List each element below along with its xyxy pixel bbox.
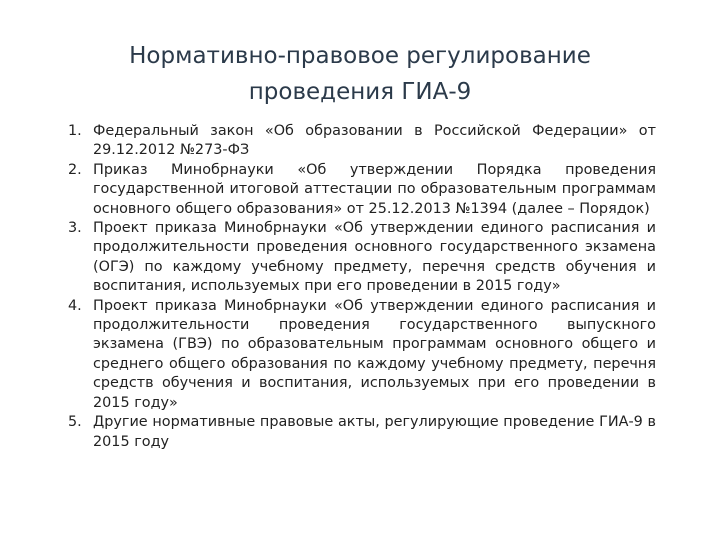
list-item-number: 5.	[68, 414, 82, 431]
list-item-number: 1.	[68, 123, 82, 139]
list-item-text: Проект приказа Минобрнауки «Об утверждении единого расписания и продолжительности проведения основного государственного экзамена (ОГЭ) по каждому учебному предмету, перечня средств обучения и воспитания, используемых при его проведении в 2015 году»	[93, 220, 656, 295]
list-item-text: Другие нормативные правовые акты, регулирующие проведение ГИА-9 в 2015 году	[93, 414, 656, 450]
list-item	[68, 297, 656, 413]
list-item-number: 2.	[68, 161, 82, 178]
slide-title-line-2: проведения ГИА-9	[248, 79, 472, 105]
list-item	[68, 122, 656, 161]
list-item-number: 3.	[68, 220, 82, 237]
list-item-number: 4.	[68, 297, 82, 314]
slide-title	[60, 38, 660, 110]
list-item-text: Федеральный закон «Об образовании в Российской Федерации» от 29.12.2012 №273-ФЗ	[93, 123, 656, 159]
list-item	[68, 161, 656, 219]
list-item	[68, 219, 656, 297]
list-item-text: Приказ Минобрнауки «Об утверждении Порядка проведения государственной итоговой аттестации по образовательным программам основного общего образования» от 25.12.2013 №1394 (далее – Порядок)	[93, 161, 656, 217]
list-item-text: Проект приказа Минобрнауки «Об утверждении единого расписания и продолжительности проведения государственного выпускного экзамена (ГВЭ) по образовательным программам основного общего и среднего общего образования по каждому учебному предмету, перечня средств обучения и воспитания, используемых при его проведении в 2015 году»	[93, 297, 656, 411]
list-item	[68, 413, 656, 452]
slide-title-line-1: Нормативно-правовое регулирование	[129, 43, 591, 69]
regulations-list	[68, 122, 656, 452]
